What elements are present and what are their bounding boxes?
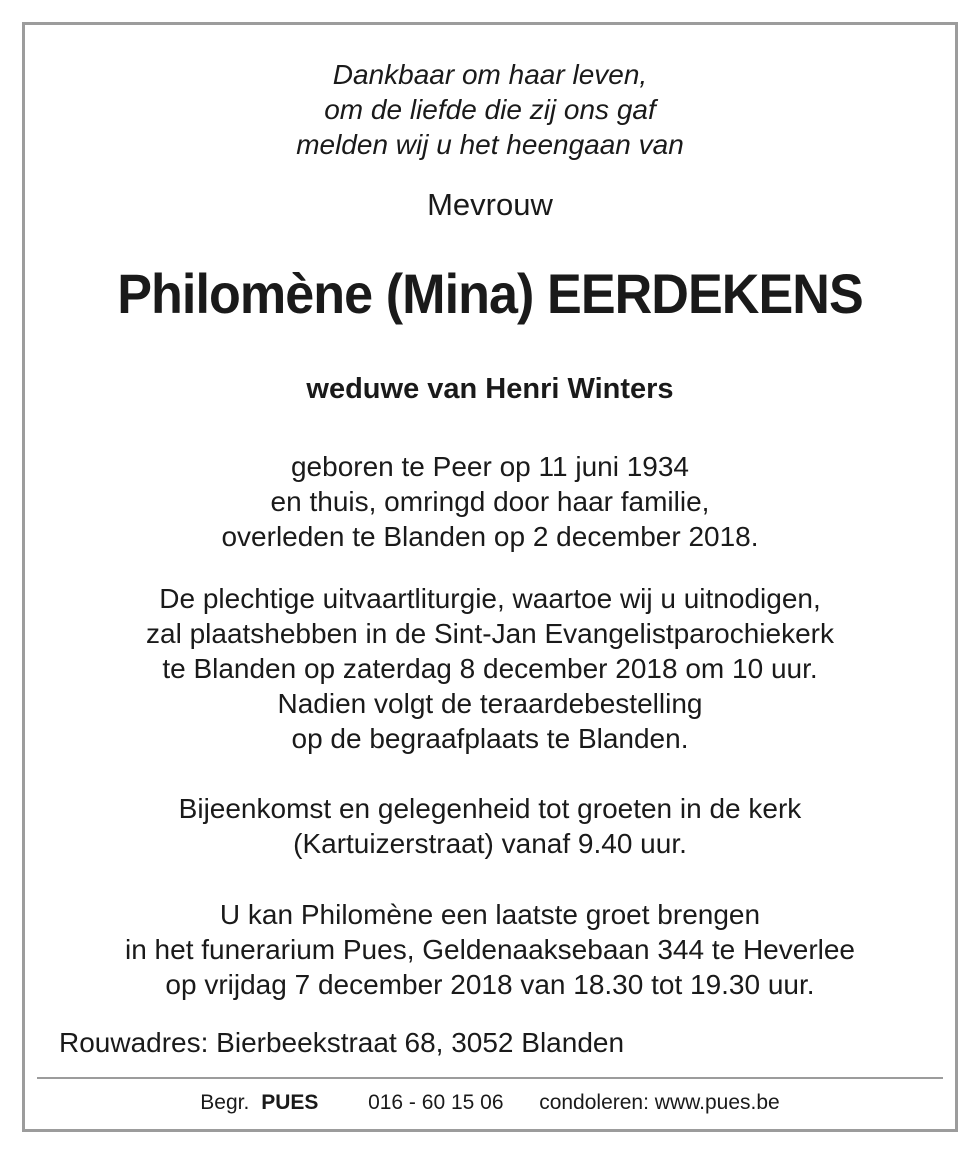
undertaker-prefix: Begr. — [200, 1091, 250, 1114]
paragraph-line: (Kartuizerstraat) vanaf 9.40 uur. — [293, 828, 687, 859]
paragraph-line: zal plaatshebben in de Sint-Jan Evangelistparochiekerk — [146, 618, 834, 649]
paragraph-line: Nadien volgt de teraardebestelling — [277, 688, 703, 719]
paragraph-line: in het funerarium Pues, Geldenaaksebaan 344 te Heverlee — [124, 934, 856, 965]
paragraph-line: U kan Philomène een laatste groet brengen — [219, 899, 761, 930]
paragraph-line: Bijeenkomst en gelegenheid tot groeten in de kerk — [178, 793, 802, 824]
paragraph-line: en thuis, omringd door haar familie, — [270, 486, 710, 517]
paragraph-line: De plechtige uitvaartliturgie, waartoe wij u uitnodigen, — [159, 583, 821, 614]
meeting-paragraph — [25, 791, 955, 861]
deceased-name: Philomène (Mina) EERDEKENS — [117, 262, 863, 325]
death-notice-card — [22, 22, 958, 1132]
widow-line: weduwe van Henri Winters — [306, 373, 674, 405]
intro-line: om de liefde die zij ons gaf — [324, 94, 656, 125]
paragraph-line: op vrijdag 7 december 2018 van 18.30 tot 19.30 uur. — [165, 969, 815, 1000]
funerarium-paragraph — [25, 897, 955, 1002]
birth-death-paragraph — [25, 449, 955, 554]
paragraph-line: te Blanden op zaterdag 8 december 2018 om 10 uur. — [162, 653, 818, 684]
footer-divider — [37, 1077, 943, 1079]
paragraph-line: geboren te Peer op 11 juni 1934 — [290, 451, 689, 482]
undertaker-phone: 016 - 60 15 06 — [368, 1091, 504, 1114]
intro-verse — [25, 57, 955, 162]
paragraph-line: op de begraafplaats te Blanden. — [291, 723, 689, 754]
condolence-link[interactable]: condoleren: www.pues.be — [539, 1091, 780, 1114]
honorific: Mevrouw — [427, 187, 553, 222]
mourning-address: Rouwadres: Bierbeekstraat 68, 3052 Blanden — [59, 1027, 625, 1058]
paragraph-line: overleden te Blanden op 2 december 2018. — [221, 521, 759, 552]
intro-line: Dankbaar om haar leven, — [332, 59, 648, 90]
intro-line: melden wij u het heengaan van — [296, 129, 684, 160]
liturgy-paragraph — [25, 581, 955, 756]
footer — [25, 1091, 955, 1115]
undertaker-name: PUES — [261, 1091, 319, 1114]
